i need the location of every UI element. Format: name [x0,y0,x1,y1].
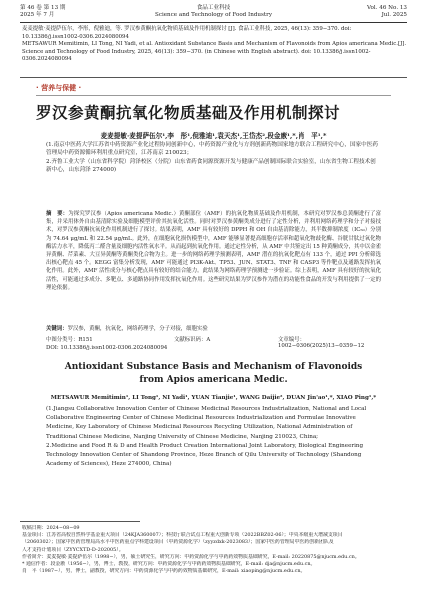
header-volume-en: Vol. 46 No. 13 [367,5,407,11]
authors-en: METSAWUR Memitimin¹, LI Tong¹, NI Yadi¹, YUAN Tianjie¹, WANG Daijie², DUAN Jin'ao¹,*, XIAO Ping¹,* [50,395,377,401]
citation-en: METSAWUR Memitimin, LI Tong, NI Yadi, et al. Antioxidant Substance Basis and Mechanism of Flavonoids from Apios americana Medic.[J]. Science and Technology of Food Industry, 2025, 46(13): 359−370. (in Chinese with English abstract). doi: 10.13386/j.issn1002-0306.2024080094 [22,41,407,63]
header-volume-issue: 第 46 卷 第 13 期 [20,5,66,11]
footnote-received: 收稿日期：2024−08−09 [22,525,80,531]
running-header [20,5,407,23]
clc-number: 中图分类号：R151 [46,337,93,343]
abstract-zh-text: 为探究罗汉参（Apios americana Medic.）黄酮部位（AMF）的抗氧化物质基础及作用机制，本研究对罗汉参总黄酮进行了富集，并采用体外自由基清除实验及细胞模型评价其抗氧化活性。同时对罗汉参黄酮类成分进行了定性分析，并利用网络药理学和分子对接技术，对罗汉参黄酮抗氧化作用机制进行了探讨。结果表明，AMF 具有较好的 DPPH 和 OH 自由基清除能力，其半数抑制浓度（IC₅₀）分别为 74.64 μg/mL 和 22.54 μg/mL。此外，在细胞氧化损伤模型中，AMF 能够显著提高细胞存活率和超氧化物歧化酶、谷胱甘肽过氧化物酶活力水平，降低丙二醛含量及细胞内活性氧水平。从而起到抗氧化作用。通过定性分析，从 AMF 中共鉴定出 15 种黄酮成分，其中以金雀异黄酮、芹菜素、大豆异黄酮等黄酮类化合物为主。进一步的网络药理学预测表明，AMF 潜在的抗氧化靶点有 133 个，通过 PPI 分析筛选出核心靶点 45 个。KEGG 富集分析发现，AMF 可能通过 PI3K-Akt、TP53、JUN、STAT3、TNF 和 CASP3 等作靶点及通路发挥抗氧化作用。此外，AMF 活性成分与核心靶点具有较好的结合能力。此结果为网络药理学预测进一步验证。综上表明，AMF 具有较好的抗氧化活性，可能通过多成分、多靶点、多通路协同作用发挥抗氧化作用。这些研究结果为罗汉参作为潜在的功能性食品的开发与利用提供了一定的理论依据。 [46,211,381,291]
affiliation-zh-2: 2.齐鲁工业大学（山东省科学院）菏泽校区（分院）山东省药食同源资源开发与健康产品创制国际联合实验室，山东省生物工程技术创新中心，山东菏泽 274000) [46,158,376,174]
footnote-corresponding-1: * 通信作者：段金廒（1956−），男，博士，教授，研究方向：中药资源化学与中药药效物质基础研究，E-mail: dja@njucm.edu.cn。 [22,561,316,568]
header-journal-zh: 食品工业科技 [196,5,231,11]
article-title-en-line1: Antioxidant Substance Basis and Mechanism of Flavonoids [64,362,363,372]
article-title-en-line2: from Apios americana Medic. [139,375,288,385]
keywords-zh [46,324,381,332]
footnote-funding: 基金项目：江苏省高校自然科学基金重大项目（24KJA360007）；科技厅联合试点工程重大创新专项（2022BBZ02-06）；中央本级重大增减支项目 [22,532,343,539]
footnote-rule [20,521,140,522]
article-title-zh: 罗汉参黄酮抗氧化物质基础及作用机制探讨 [36,104,341,122]
affiliations-en [46,405,381,469]
affiliation-en-1: (1.Jiangsu Collaborative Innovation Center of Chinese Medicinal Resources Industrialization, National and Local Collaborative Engineering Center of Chinese Medicinal Resources Industrialization and Formulae Innovative Medicine, Key Laboratory of Chinese Medicinal Resources Recycling Utilization, National Administration of Traditional Chinese Medicine, Nanjing University of Chinese Medicine, Nanjing 210023, China; [46,406,367,440]
keywords-zh-text: 罗汉参，黄酮，抗氧化，网络药理学，分子对接，细胞实验 [67,326,208,332]
header-journal-en: Science and Technology of Food Industry [154,12,272,18]
affiliation-zh-1: (1.南京中医药大学江苏省中药资源产业化过程协同创新中心，中药资源产业化与方剂创新药物国家地方联合工程研究中心，国家中医药管理局中药资源循环利用重点研究室，江苏南京 210023； [46,142,378,157]
citation-zh: 麦麦提敏·麦提萨伍尔，李彤，倪雅迪，等. 罗汉参黄酮抗氧化物质基础及作用机制探讨 [J]. 食品工业科技, 2025, 46(13): 359−370. doi: 10.13386/j.issn1002-0306.2024080094 [22,26,352,40]
affiliations-zh [46,141,381,175]
citation-block [22,26,407,64]
doi-line: DOI: 10.13386/j.issn1002-0306.2024080094 [46,345,168,351]
header-date-en: Jul. 2025 [381,12,407,18]
footnote-funding-cont: （2060302）；国家中医药管理局高水平中医药重点学科建设项目（中药资源化学）（zyyzdxk-2023083）；国家中医药管理局中医药创新团队及 [22,539,334,546]
header-volume-block [367,5,407,19]
article-title-en [40,361,387,387]
footnotes [22,525,407,575]
column-rule [36,95,391,96]
abstract-zh-label: 摘 要： [46,211,69,217]
article-number: 文章编号：1002−0306(2025)13−0359−12 [278,337,365,349]
footnote-funding-cont2: 人才支持计划项目（ZYYCXTD-D-202005）。 [22,546,124,553]
footnote-corresponding-2: 肖 平（1987−），男，博士，副教授，研究方向：中药资源化学与中药药效物质基础研究，E-mail: xiaoping@njucm.edu.cn。 [22,568,306,575]
document-code: 文献标识码：A [174,337,211,343]
header-date: 2025 年 7 月 [20,12,55,18]
column-tag: · 营养与保健 · [36,84,82,92]
authors-zh: 麦麦提敏·麦提萨伍尔¹,李 彤¹,倪雅迪¹,袁天杰¹,王岱杰²,段金廒¹,*,肖 平¹,* [100,132,327,140]
footnote-author-bio: 作者简介：麦麦提敏·麦提萨伍尔（1998−），男，硕士研究生，研究方向：中药资源化学与中药药效物质基础研究，E-mail: 20220875@njucm.edu.cn。 [22,553,360,560]
abstract-zh [46,210,381,292]
keywords-zh-label: 关键词： [46,326,68,332]
affiliation-en-2: 2.Medicine and Food R & D and Health Product Creation International Joint Laboratory, Biological Engineering Technology Innovation Center of Shandong Province, Heze Branch of Qilu University of Technology (Shandong Academy of Sciences), Heze 274000, China) [46,442,364,468]
citation-rule [20,77,407,78]
header-journal-block [20,5,407,19]
header-rule [20,22,407,23]
